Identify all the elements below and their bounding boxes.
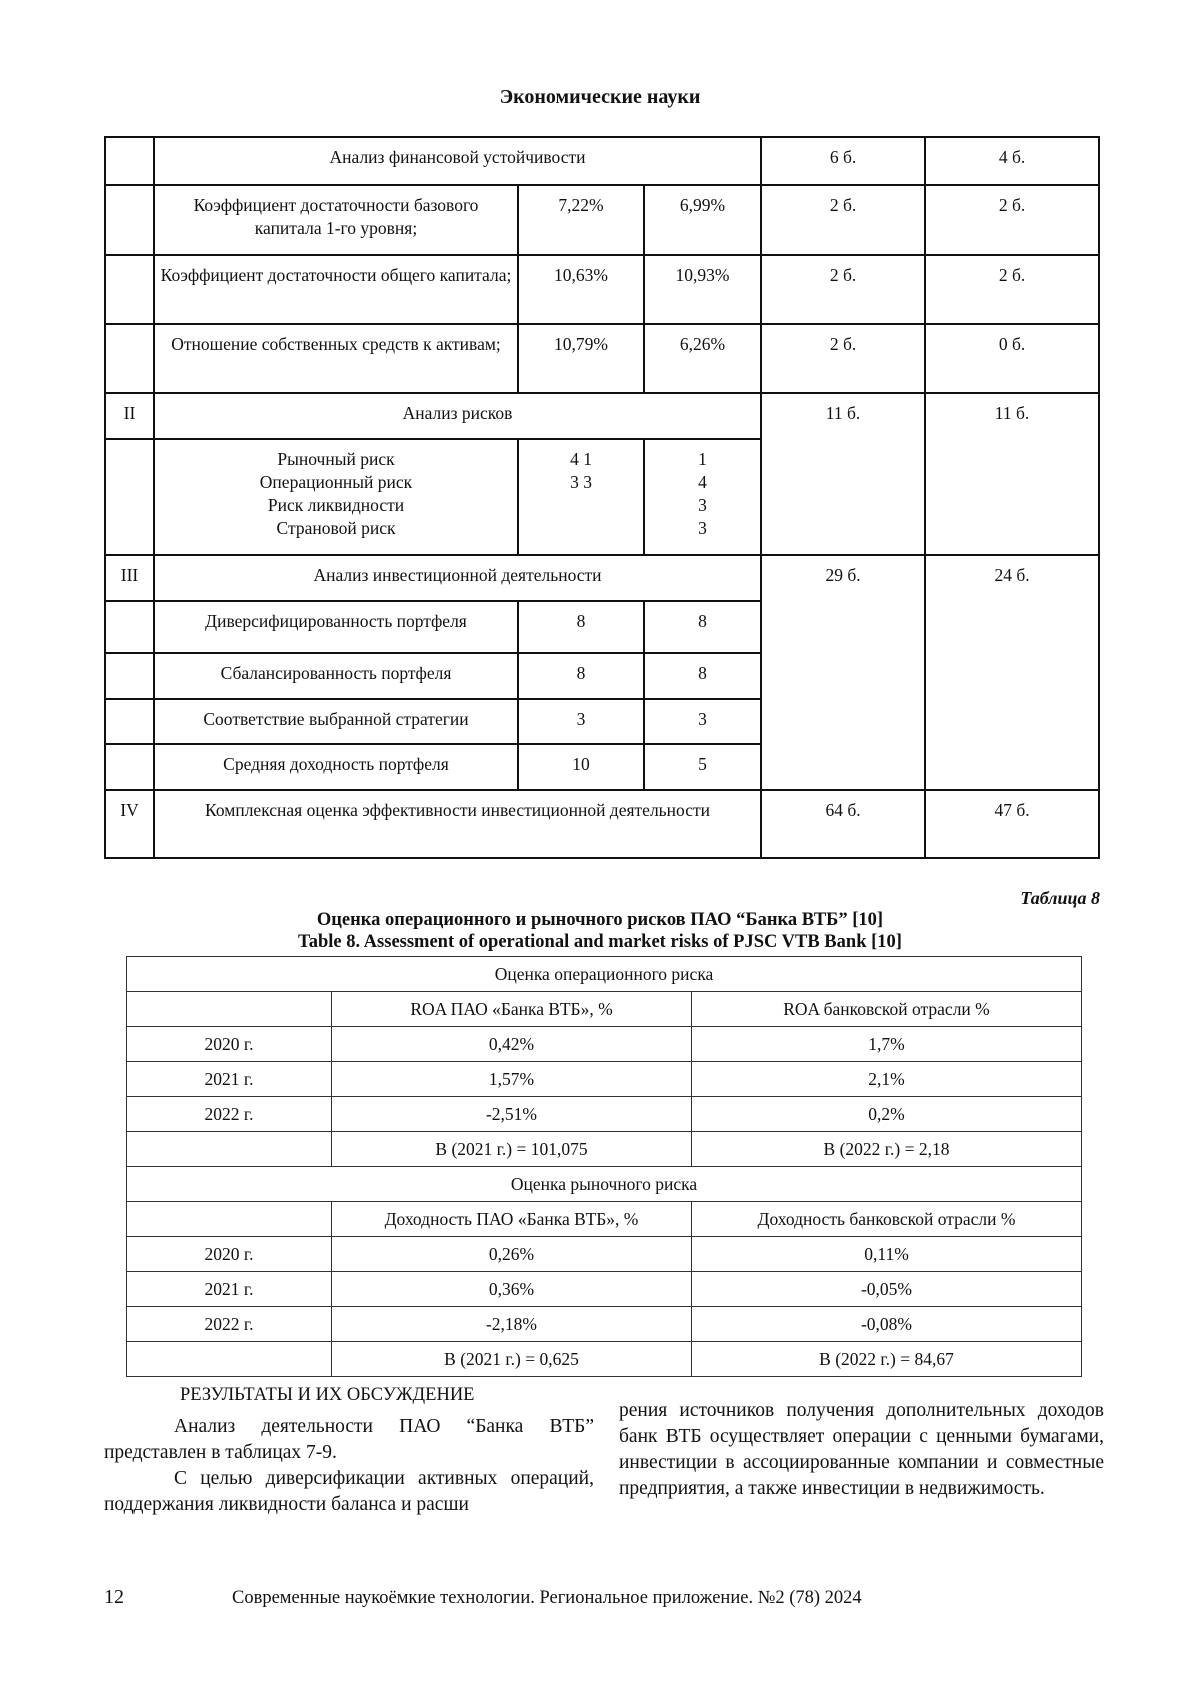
header-row: ROA ПАО «Банка ВТБ», % ROA банковской отрасли %: [127, 992, 1082, 1027]
journal-footer: Современные наукоёмкие технологии. Региональное приложение. №2 (78) 2024: [232, 1588, 862, 1608]
section-row: Оценка операционного риска: [127, 957, 1082, 992]
table-7-continued: [104, 136, 1100, 859]
table-row: Сбалансированность портфеля 8 8: [105, 653, 1099, 699]
paragraph: С целью диверсификации активных операций, поддержания ликвидности баланса и расши: [104, 1468, 594, 1515]
running-header: Экономические науки: [499, 86, 701, 108]
paragraph: рения источников получения дополнительных доходов банк ВТБ осуществляет операции с ценными бумагами, инвестиции в ассоциированные компании и совместные предприятия, а также инвестиции в недвижимость.: [619, 1400, 1104, 1499]
section-row: Оценка рыночного риска: [127, 1167, 1082, 1202]
table-row: 2021 г. 1,57% 2,1%: [127, 1062, 1082, 1097]
table-row: 2022 г. -2,51% 0,2%: [127, 1097, 1082, 1132]
table-8-title-ru: Оценка операционного и рыночного рисков ПАО “Банка ВТБ” [10]: [316, 910, 884, 930]
table-row: 2021 г. 0,36% -0,05%: [127, 1272, 1082, 1307]
table-row: IV Комплексная оценка эффективности инвестиционной деятельности 64 б. 47 б.: [105, 790, 1099, 858]
left-column: [104, 1382, 594, 1518]
table-row: Средняя доходность портфеля 10 5: [105, 744, 1099, 790]
table-row: Диверсифицированность портфеля 8 8: [105, 601, 1099, 653]
table-row: 2022 г. -2,18% -0,08%: [127, 1307, 1082, 1342]
table-row: Коэффициент достаточности общего капитала; 10,63% 10,93% 2 б. 2 б.: [105, 255, 1099, 324]
table-row: II Анализ рисков 11 б. 11 б.: [105, 393, 1099, 439]
section-heading: РЕЗУЛЬТАТЫ И ИХ ОБСУЖДЕНИЕ: [180, 1385, 475, 1405]
table-row: Коэффициент достаточности базового капитала 1-го уровня; 7,22% 6,99% 2 б. 2 б.: [105, 185, 1099, 255]
header-row: Доходность ПАО «Банка ВТБ», % Доходность банковской отрасли %: [127, 1202, 1082, 1237]
table-row: III Анализ инвестиционной деятельности 29 б. 24 б.: [105, 555, 1099, 601]
right-column: [619, 1398, 1104, 1502]
table-row: Рыночный риск Операционный риск Риск ликвидности Страновой риск 4 1 3 3 1 4 3 3: [105, 439, 1099, 555]
page-number: 12: [104, 1586, 124, 1608]
table-row: Анализ финансовой устойчивости 6 б. 4 б.: [105, 137, 1099, 185]
table-8-title-en: Table 8. Assessment of operational and market risks of PJSC VTB Bank [10]: [298, 932, 902, 952]
table-row: B (2021 г.) = 0,625 B (2022 г.) = 84,67: [127, 1342, 1082, 1377]
paragraph: Анализ деятельности ПАО “Банка ВТБ” представлен в таблицах 7-9.: [104, 1416, 594, 1463]
table-row: Отношение собственных средств к активам; 10,79% 6,26% 2 б. 0 б.: [105, 324, 1099, 393]
table-row: B (2021 г.) = 101,075 B (2022 г.) = 2,18: [127, 1132, 1082, 1167]
table-8: [126, 956, 1082, 1377]
table-row: 2020 г. 0,42% 1,7%: [127, 1027, 1082, 1062]
table-row: Соответствие выбранной стратегии 3 3: [105, 699, 1099, 744]
table-8-label: Таблица 8: [1020, 888, 1100, 908]
table-row: 2020 г. 0,26% 0,11%: [127, 1237, 1082, 1272]
